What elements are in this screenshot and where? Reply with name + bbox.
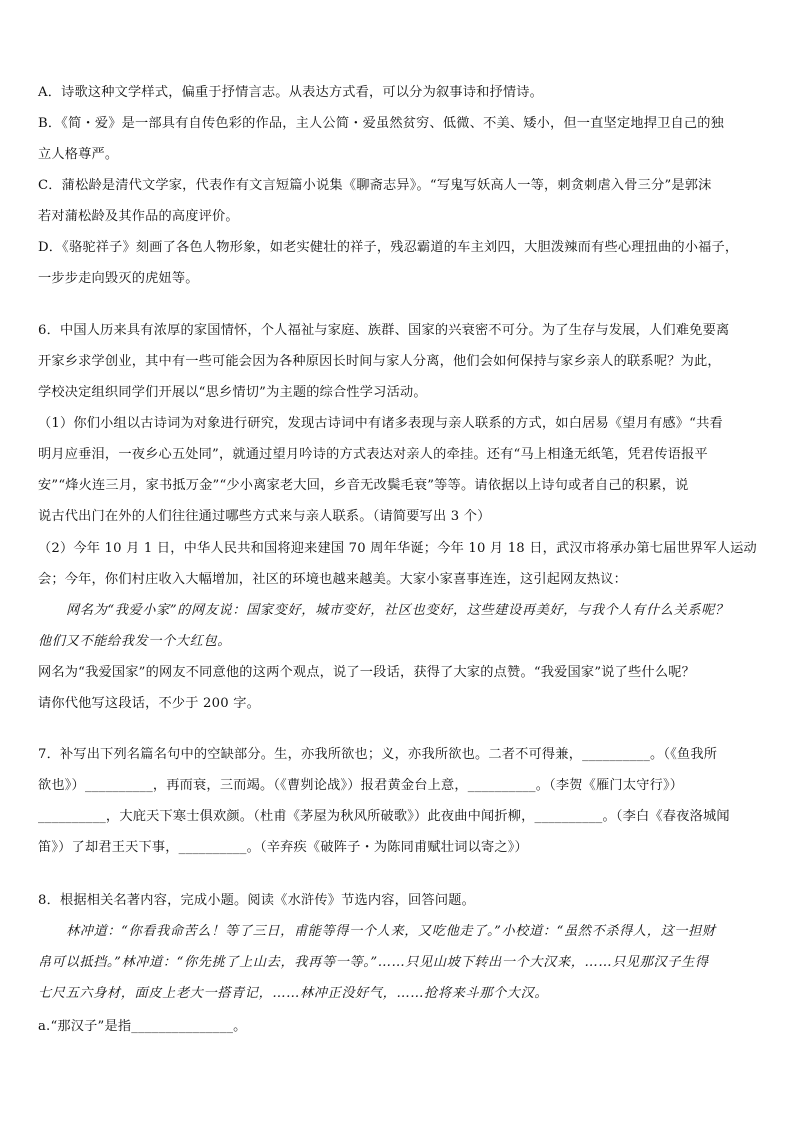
q8-excerpt-line-3: 七尺五六身材，面皮上老大一搭青记，……林冲正没好气，……抢将来斗那个大汉。 <box>38 986 549 1001</box>
q6-part1-line-3: 安”“烽火连三月，家书抵万金”“少小离家老大回，乡音无改鬓毛衰”等等。请依据以上诗句或者自己的积累，说 <box>38 478 689 493</box>
option-c-line-1: C．蒲松龄是清代文学家，代表作有文言短篇小说集《聊斋志异》。“写鬼写妖高人一等，刺贪刺虐入骨三分”是郭沫 <box>38 178 712 193</box>
q6-part1-line-4: 说古代出门在外的人们往往通过哪些方式来与亲人联系。（请简要写出 3 个） <box>38 509 491 524</box>
q6-part2-line-3: 网名为“我爱国家”的网友不同意他的这两个观点，说了一段话，获得了大家的点赞。“我爱国家”说了些什么呢？ <box>38 665 695 680</box>
q8-excerpt-line-2: 帛可以抵挡。”林冲道：“你先挑了上山去，我再等一等。”……只见山坡下转出一个大汉来，……只见那汉子生得 <box>38 955 709 970</box>
option-d-line-1: D．《骆驼祥子》刻画了各色人物形象，如老实健壮的祥子，残忍霸道的车主刘四，大胆泼辣而有些心理扭曲的小福子， <box>38 240 739 255</box>
q6-part1-line-1: （1）你们小组以古诗词为对象进行研究，发现古诗词中有诸多表现与亲人联系的方式，如白居易《望月有感》“共看 <box>38 416 723 431</box>
q8-line-1: 8．根据相关名著内容，完成小题。阅读《水浒传》节选内容，回答问题。 <box>38 893 475 908</box>
q7-line-4: 笛》）了却君王天下事，__________。（辛弃疾《破阵子・为陈同甫赋壮词以寄之》） <box>38 840 528 855</box>
option-b-line-1: B．《简・爱》是一部具有自传色彩的作品，主人公简・爱虽然贫穷、低微、不美、矮小，但一直坚定地捍卫自己的独 <box>38 116 725 131</box>
q6-quote-line-2: 他们又不能给我发一个大红包。 <box>38 634 232 649</box>
q8-question-a: a.“那汉子”是指_______________。 <box>38 1019 247 1034</box>
q6-intro-line-1: 6．中国人历来具有浓厚的家国情怀，个人福祉与家庭、族群、国家的兴衰密不可分。为了生存与发展，人们难免要离 <box>38 323 730 338</box>
q6-part2-line-2: 会；今年，你们村庄收入大幅增加，社区的环境也越来越美。大家小家喜事连连，这引起网友热议： <box>38 572 628 587</box>
q6-quote-line-1: 网名为“我爱小家”的网友说：国家变好，城市变好，社区也变好，这些建设再美好，与我个人有什么关系呢？ <box>66 603 729 618</box>
q6-part2-line-4: 请你代他写这段话，不少于 200 字。 <box>38 696 260 711</box>
q6-intro-line-2: 开家乡求学创业，其中有一些可能会因为各种原因长时间与家人分离，他们会如何保持与家乡亲人的联系呢？为此， <box>38 354 721 369</box>
q7-line-2: 欲也》）__________，再而衰，三而竭。（《曹刿论战》）报君黄金台上意，__________。（李贺《雁门太守行》） <box>38 778 684 793</box>
q7-line-3: __________，大庇天下寒士俱欢颜。（杜甫《茅屋为秋风所破歌》）此夜曲中闻折柳，__________。（李白《春夜洛城闻 <box>38 809 730 824</box>
q6-part1-line-2: 明月应垂泪，一夜乡心五处同”，就通过望月吟诗的方式表达对亲人的牵挂。还有“马上相逢无纸笔，凭君传语报平 <box>38 447 708 462</box>
q8-excerpt-line-1: 林冲道：“你看我命苦么！等了三日，甫能等得一个人来，又吃他走了。”小校道：“虽然不杀得人，这一担财 <box>66 924 716 939</box>
q6-part2-line-1: （2）今年 10 月 1 日，中华人民共和国将迎来建国 70 周年华诞；今年 10 月 18 日，武汉市将承办第七届世界军人运动 <box>38 541 757 556</box>
option-c-line-2: 若对蒲松龄及其作品的高度评价。 <box>38 209 239 224</box>
option-a: A．诗歌这种文学样式，偏重于抒情言志。从表达方式看，可以分为叙事诗和抒情诗。 <box>38 85 544 100</box>
option-d-line-2: 一步步走向毁灭的虎妞等。 <box>38 271 199 286</box>
q6-intro-line-3: 学校决定组织同学们开展以“思乡情切”为主题的综合性学习活动。 <box>38 385 427 400</box>
q7-line-1: 7．补写出下列名篇名句中的空缺部分。生，亦我所欲也；义，亦我所欲也。二者不可得兼，__________。（《鱼我所 <box>38 747 718 762</box>
option-b-line-2: 立人格尊严。 <box>38 147 119 162</box>
